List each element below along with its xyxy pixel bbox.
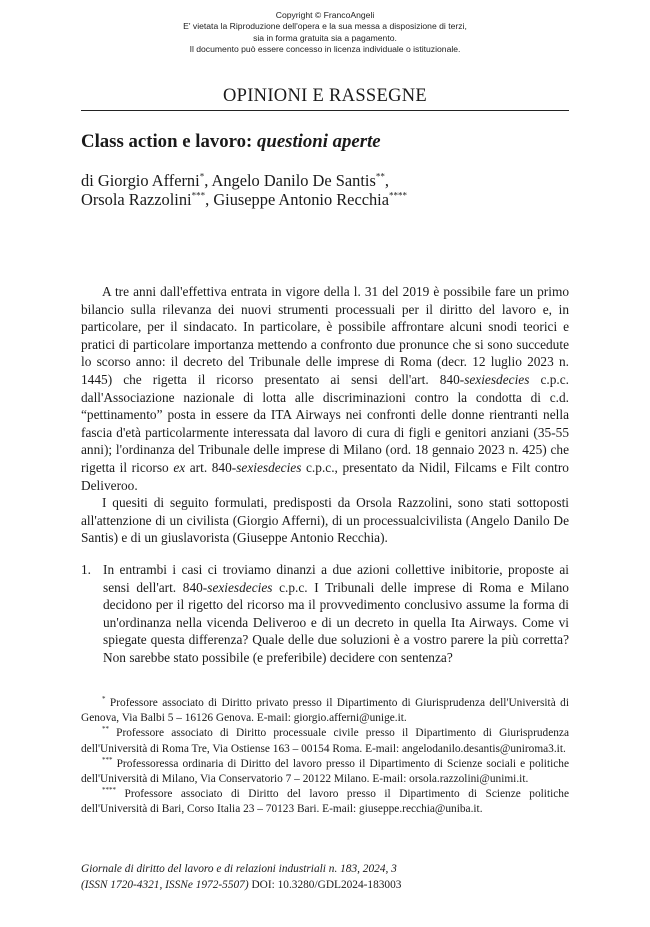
footnote (81, 757, 569, 787)
footnote-text: Professore associato di Diritto processuale civile presso il Dipartimento di Giurisprudenza dell'Università di Roma Tre, Via Ostiense 163 – 00154 Roma. E-mail: angelodanilo.desantis@uniroma3.it. (81, 727, 569, 755)
copyright-line: Il documento può essere concesso in licenza individuale o istituzionale. (189, 43, 461, 54)
text-run-italic: ex (173, 459, 186, 475)
author-name: Giorgio Afferni (97, 171, 200, 190)
copyright-line: E' vietata la Riproduzione dell'opera e la sua messa a disposizione di terzi, (183, 21, 467, 32)
copyright-line: sia in forma gratuita sia a pagamento. (253, 32, 397, 43)
footnote-marker: **** (102, 786, 116, 795)
text-run: c.p.c. dall'Associazione nazionale di lotta alle discriminazioni contro la condotta di c.d. “pettinamento” posta in essere da ITA Airways nei confronti delle donne rientranti nella fascia d'età particolarmente interessata dal lavoro di cura di figli e genitori anziani (35-55 anni); l'ordinanza del Tribunale delle imprese di Milano (ord. 18 gennaio 2023 n. 425) che rigetta il ricorso (81, 371, 569, 475)
author-separator: , (205, 190, 214, 209)
journal-citation (81, 862, 569, 893)
footnote (81, 696, 569, 726)
author-prefix: di (81, 171, 98, 190)
author-name: Angelo Danilo De Santis (211, 171, 376, 190)
footnote-marker: **** (389, 190, 408, 201)
footnote-marker: *** (191, 190, 206, 201)
section-header: OPINIONI E RASSEGNE (222, 86, 428, 106)
question-number: 1. (81, 562, 92, 577)
journal-name: Giornale di diritto del lavoro e di relazioni industriali n. 183, 2024, 3 (81, 863, 397, 875)
title-main: Class action e lavoro: (81, 131, 257, 152)
introduction (81, 283, 569, 547)
doi-info: DOI: 10.3280/GDL2024-183003 (248, 878, 402, 891)
intro-paragraph (81, 283, 569, 494)
text-run-italic: sexiesdecies (207, 579, 273, 595)
section-divider (81, 110, 569, 111)
footnote-marker: ** (102, 725, 109, 734)
journal-identifiers (81, 878, 569, 894)
intro-paragraph: I quesiti di seguito formulati, predisposti da Orsola Razzolini, sono stati sottoposti all'attenzione di un civilista (Giorgio Afferni), di un processualcivilista (Angelo Danilo De Santis) e di un giuslavorista (Giuseppe Antonio Recchia). (81, 495, 569, 546)
text-run: c.p.c. I Tribunali delle imprese di Roma e Milano decidono per il rigetto del ricorso ma il provvedimento conclusivo assume la forma di un'ordinanza nella vicenda Deliveroo e di un decreto in quella Ita Airways. Come vi spiegate questa differenza? Quale delle due soluzioni è a vostro parere la più corretta? Non sarebbe stato possibile (e preferibile) decidere con sentenza? (103, 579, 569, 665)
footnote-marker: * (199, 171, 205, 182)
text-run-italic: sexiesdecies (464, 371, 530, 387)
footnote-text: Professoressa ordinaria di Diritto del lavoro presso il Dipartimento di Scienze sociali e politiche dell'Università di Milano, Via Conservatorio 7 – 20122 Milano. E-mail: orsola.razzolini@unimi.it. (81, 757, 569, 786)
copyright-line: Copyright © FrancoAngeli (275, 10, 375, 20)
question-list (81, 561, 569, 667)
footnote-marker: * (102, 695, 106, 704)
article-title (81, 130, 569, 154)
issn-info: (ISSN 1720-4321, ISSNe 1972-5507) (81, 878, 249, 891)
text-run-italic: sexiesdecies (236, 459, 302, 475)
author-name: Giuseppe Antonio Recchia (213, 190, 390, 209)
footnote (81, 787, 569, 817)
text-run: A tre anni dall'effettiva entrata in vigore della l. 31 del 2019 è possibile fare un primo bilancio sulla rilevanza dei nuovi strumenti processuali per il diritto del lavoro e, in particolare, per il sindacato. In particolare, è possibile affrontare alcuni snodi teorici e pratici di particolare importanza mettendo a confronto due pronunce che si sono succedute lo scorso anno: il decreto del Tribunale delle imprese di Roma (decr. 12 luglio 2023 n. 1445) che rigetta il ricorso presentato ai sensi dell'art. 840- (81, 284, 569, 387)
footnote-text: Professore associato di Diritto privato presso il Dipartimento di Giurisprudenza dell'Università di Genova, Via Balbi 5 – 16126 Genova. E-mail: giorgio.afferni@unige.it. (81, 697, 569, 725)
author-name: Orsola Razzolini (81, 190, 192, 209)
author-separator: , (204, 171, 212, 190)
footnote-text: Professore associato di Diritto del lavoro presso il Dipartimento di Scienze politiche dell'Università di Bari, Corso Italia 23 – 70123 Bari. E-mail: giuseppe.recchia@uniba.it. (81, 788, 569, 816)
title-italic: questioni aperte (256, 131, 381, 152)
footnote (81, 726, 569, 756)
footnotes (81, 696, 569, 818)
footnote-marker: ** (375, 171, 385, 182)
question-text (103, 561, 569, 667)
question-item (81, 561, 569, 667)
text-run: In entrambi i casi ci troviamo dinanzi a due azioni collettive inibitorie, proposte ai sensi dell'art. 840- (103, 562, 569, 595)
text-run: c.p.c., presentato da Nidil, Filcams e Filt contro Deliveroo. (81, 459, 569, 493)
copyright-notice (0, 10, 650, 55)
text-run: art. 840- (185, 459, 237, 475)
footnote-marker: *** (102, 756, 113, 765)
author-list (81, 171, 569, 209)
author-separator: , (384, 171, 389, 190)
